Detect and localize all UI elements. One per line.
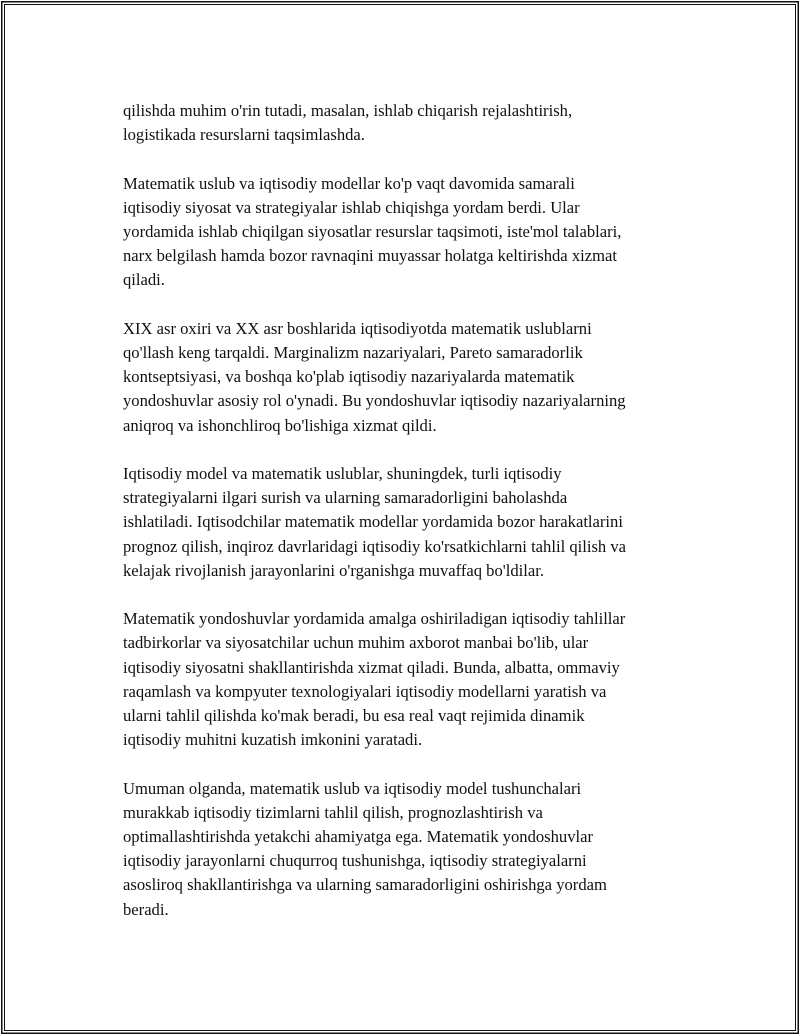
text-line: murakkab iqtisodiy tizimlarni tahlil qilish, prognozlashtirish va: [123, 802, 543, 822]
text-line: Iqtisodiy model va matematik uslublar, shuningdek, turli iqtisodiy: [123, 464, 562, 483]
text-line: iqtisodiy muhitni kuzatish imkonini yaratadi.: [123, 730, 423, 750]
text-line: ularni tahlil qilishda ko'mak beradi, bu esa real vaqt rejimida dinamik: [123, 706, 585, 726]
paragraph-3: [123, 317, 688, 438]
text-line: asosliroq shakllantirishga va ularning samaradorligini oshirishga yordam: [123, 875, 607, 895]
text-line: optimallashtirishda yetakchi ahamiyatga ega. Matematik yondoshuvlar: [123, 827, 594, 847]
text-line: Matematik uslub va iqtisodiy modellar ko'p vaqt davomida samarali: [123, 173, 575, 193]
text-line: Umuman olganda, matematik uslub va iqtisodiy model tushunchalari: [123, 778, 582, 798]
text-line: kelajak rivojlanish jarayonlarini o'rganishga muvaffaq bo'ldilar.: [123, 560, 545, 580]
text-line: iqtisodiy siyosat va strategiyalar ishlab chiqishga yordam berdi. Ular: [123, 197, 580, 217]
text-line: qilishda muhim o'rin tutadi, masalan, ishlab chiqarish rejalashtirish,: [123, 101, 573, 120]
text-line: iqtisodiy siyosatni shakllantirishda xizmat qiladi. Bunda, albatta, ommaviy: [123, 657, 620, 677]
paragraph-1: [123, 99, 688, 147]
text-line: beradi.: [123, 899, 169, 919]
paragraph-2: [123, 172, 688, 293]
text-line: aniqroq va ishonchliroq bo'lishiga xizmat qildi.: [123, 415, 437, 435]
text-line: qiladi.: [123, 270, 165, 290]
text-line: yordamida ishlab chiqilgan siyosatlar resurslar taqsimoti, iste'mol talablari,: [123, 222, 622, 241]
text-line: ishlatiladi. Iqtisodchilar matematik modellar yordamida bozor harakatlarini: [123, 512, 623, 532]
text-line: prognoz qilish, inqiroz davrlaridagi iqtisodiy ko'rsatkichlarni tahlil qilish va: [123, 536, 627, 556]
document-body: [123, 99, 688, 946]
text-line: iqtisodiy jarayonlarni chuqurroq tushunishga, iqtisodiy strategiyalarni: [123, 851, 587, 871]
text-line: kontseptsiyasi, va boshqa ko'plab iqtisodiy nazariyalarda matematik: [123, 367, 575, 387]
text-line: strategiyalarni ilgari surish va ularning samaradorligini baholashda: [123, 488, 568, 508]
text-line: tadbirkorlar va siyosatchilar uchun muhim axborot manbai bo'lib, ular: [123, 633, 589, 653]
text-line: qo'llash keng tarqaldi. Marginalizm nazariyalari, Pareto samaradorlik: [123, 343, 583, 362]
text-line: yondoshuvlar asosiy rol o'ynadi. Bu yondoshuvlar iqtisodiy nazariyalarning: [123, 391, 626, 411]
page-frame: [4, 4, 796, 1031]
text-line: Matematik yondoshuvlar yordamida amalga oshiriladigan iqtisodiy tahlillar: [123, 609, 626, 629]
text-line: narx belgilash hamda bozor ravnaqini muyassar holatga keltirishda xizmat: [123, 246, 617, 266]
paragraph-6: [123, 777, 688, 922]
paragraph-4: [123, 462, 688, 583]
paragraph-5: [123, 607, 688, 752]
text-line: raqamlash va kompyuter texnologiyalari iqtisodiy modellarni yaratish va: [123, 681, 607, 701]
text-line: logistikada resurslarni taqsimlashda.: [123, 125, 365, 145]
text-line: XIX asr oxiri va XX asr boshlarida iqtisodiyotda matematik uslublarni: [123, 318, 592, 338]
